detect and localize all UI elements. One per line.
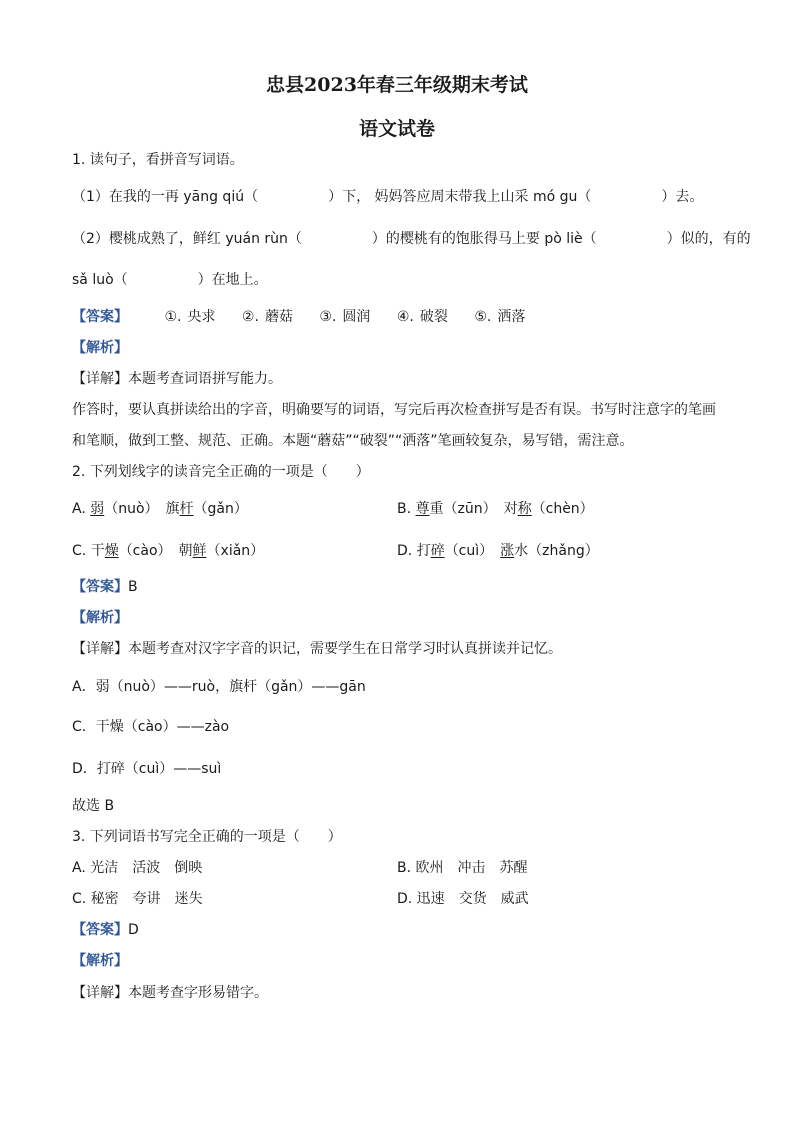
- q2-explain-d: D．打碎（cuì）——suì: [72, 761, 222, 777]
- q1-sub1: （1）在我的一再 yāng qiú（ ）下， 妈妈答应周末带我上山采 mó gu（ ）去。: [72, 189, 704, 205]
- q1-analysis: [72, 339, 128, 357]
- answer-tag: 【答案】: [72, 309, 128, 325]
- answer-tag: 【答案】: [72, 922, 128, 938]
- q1-answer-item: ⑤. 洒落: [474, 309, 526, 325]
- q2-detail: 【详解】本题考查对汉字字音的识记，需要学生在日常学习时认真拼读并记忆。: [72, 641, 562, 657]
- q3-answer-value: D: [128, 922, 139, 938]
- q3-detail: 【详解】本题考查字形易错字。: [72, 985, 268, 1001]
- q1-answer-item: ③. 圆润: [319, 309, 371, 325]
- q2-option-b: B. 尊重（zūn） 对称（chèn）: [397, 501, 594, 517]
- q1-detail: 【详解】本题考查词语拼写能力。: [72, 371, 282, 387]
- q1-explain-2: 和笔顺，做到工整、规范、正确。本题“蘑菇”“破裂”“洒落”笔画较复杂，易写错，需注意。: [72, 433, 634, 449]
- q2-explain-a: A．弱（nuò）——ruò，旗杆（gǎn）——gān: [72, 679, 366, 695]
- q1-answer: [72, 308, 547, 326]
- q1-stem: 1. 读句子，看拼音写词语。: [72, 152, 244, 168]
- q1-answer-item: ④. 破裂: [396, 309, 448, 325]
- analysis-tag: 【解析】: [72, 953, 128, 969]
- q2-answer: [72, 578, 138, 596]
- analysis-tag: 【解析】: [72, 610, 128, 626]
- q3-option-b: B. 欧州 冲击 苏醒: [397, 860, 528, 876]
- detail-tag: 【详解】: [72, 985, 128, 1001]
- q2-analysis: [72, 609, 128, 627]
- q2-explain-c: C．干燥（cào）——zào: [72, 719, 230, 735]
- q1-answer-item: ②. 蘑菇: [241, 309, 293, 325]
- answer-tag: 【答案】: [72, 579, 128, 595]
- q3-option-c: C. 秘密 夸讲 迷失: [72, 891, 203, 907]
- q2-option-a: A. 弱（nuò） 旗杆（gǎn）: [72, 501, 248, 517]
- q3-stem: 3. 下列词语书写完全正确的一项是（ ）: [72, 829, 342, 845]
- q1-explain-1: 作答时，要认真拼读给出的字音，明确要写的词语，写完后再次检查拼写是否有误。书写时注意字的笔画: [72, 402, 716, 418]
- analysis-tag: 【解析】: [72, 340, 128, 356]
- q2-conclusion: 故选 B: [72, 798, 115, 814]
- q3-answer: [72, 921, 139, 939]
- q2-answer-value: B: [128, 579, 138, 595]
- q2-option-d: D. 打碎（cuì） 涨水（zhǎng）: [397, 543, 599, 559]
- detail-tag: 【详解】: [72, 371, 128, 387]
- q2-stem: 2. 下列划线字的读音完全正确的一项是（ ）: [72, 464, 370, 480]
- q1-answer-item: ①. 央求: [164, 309, 216, 325]
- q3-analysis: [72, 952, 128, 970]
- q3-option-a: A. 光洁 活波 倒映: [72, 860, 203, 876]
- exam-title: 忠县2023年春三年级期末考试: [266, 74, 528, 96]
- q2-option-c: C. 干燥（cào） 朝鲜（xiǎn）: [72, 543, 265, 559]
- exam-subtitle: 语文试卷: [358, 118, 435, 140]
- q1-sub2: （2）樱桃成熟了，鲜红 yuán rùn（ ）的樱桃有的饱胀得马上要 pò liè（ ）似的，有的: [72, 231, 751, 247]
- detail-tag: 【详解】: [72, 641, 128, 657]
- q1-sub2-cont: sǎ luò（ ）在地上。: [72, 272, 268, 288]
- q3-option-d: D. 迅速 交货 威武: [397, 891, 529, 907]
